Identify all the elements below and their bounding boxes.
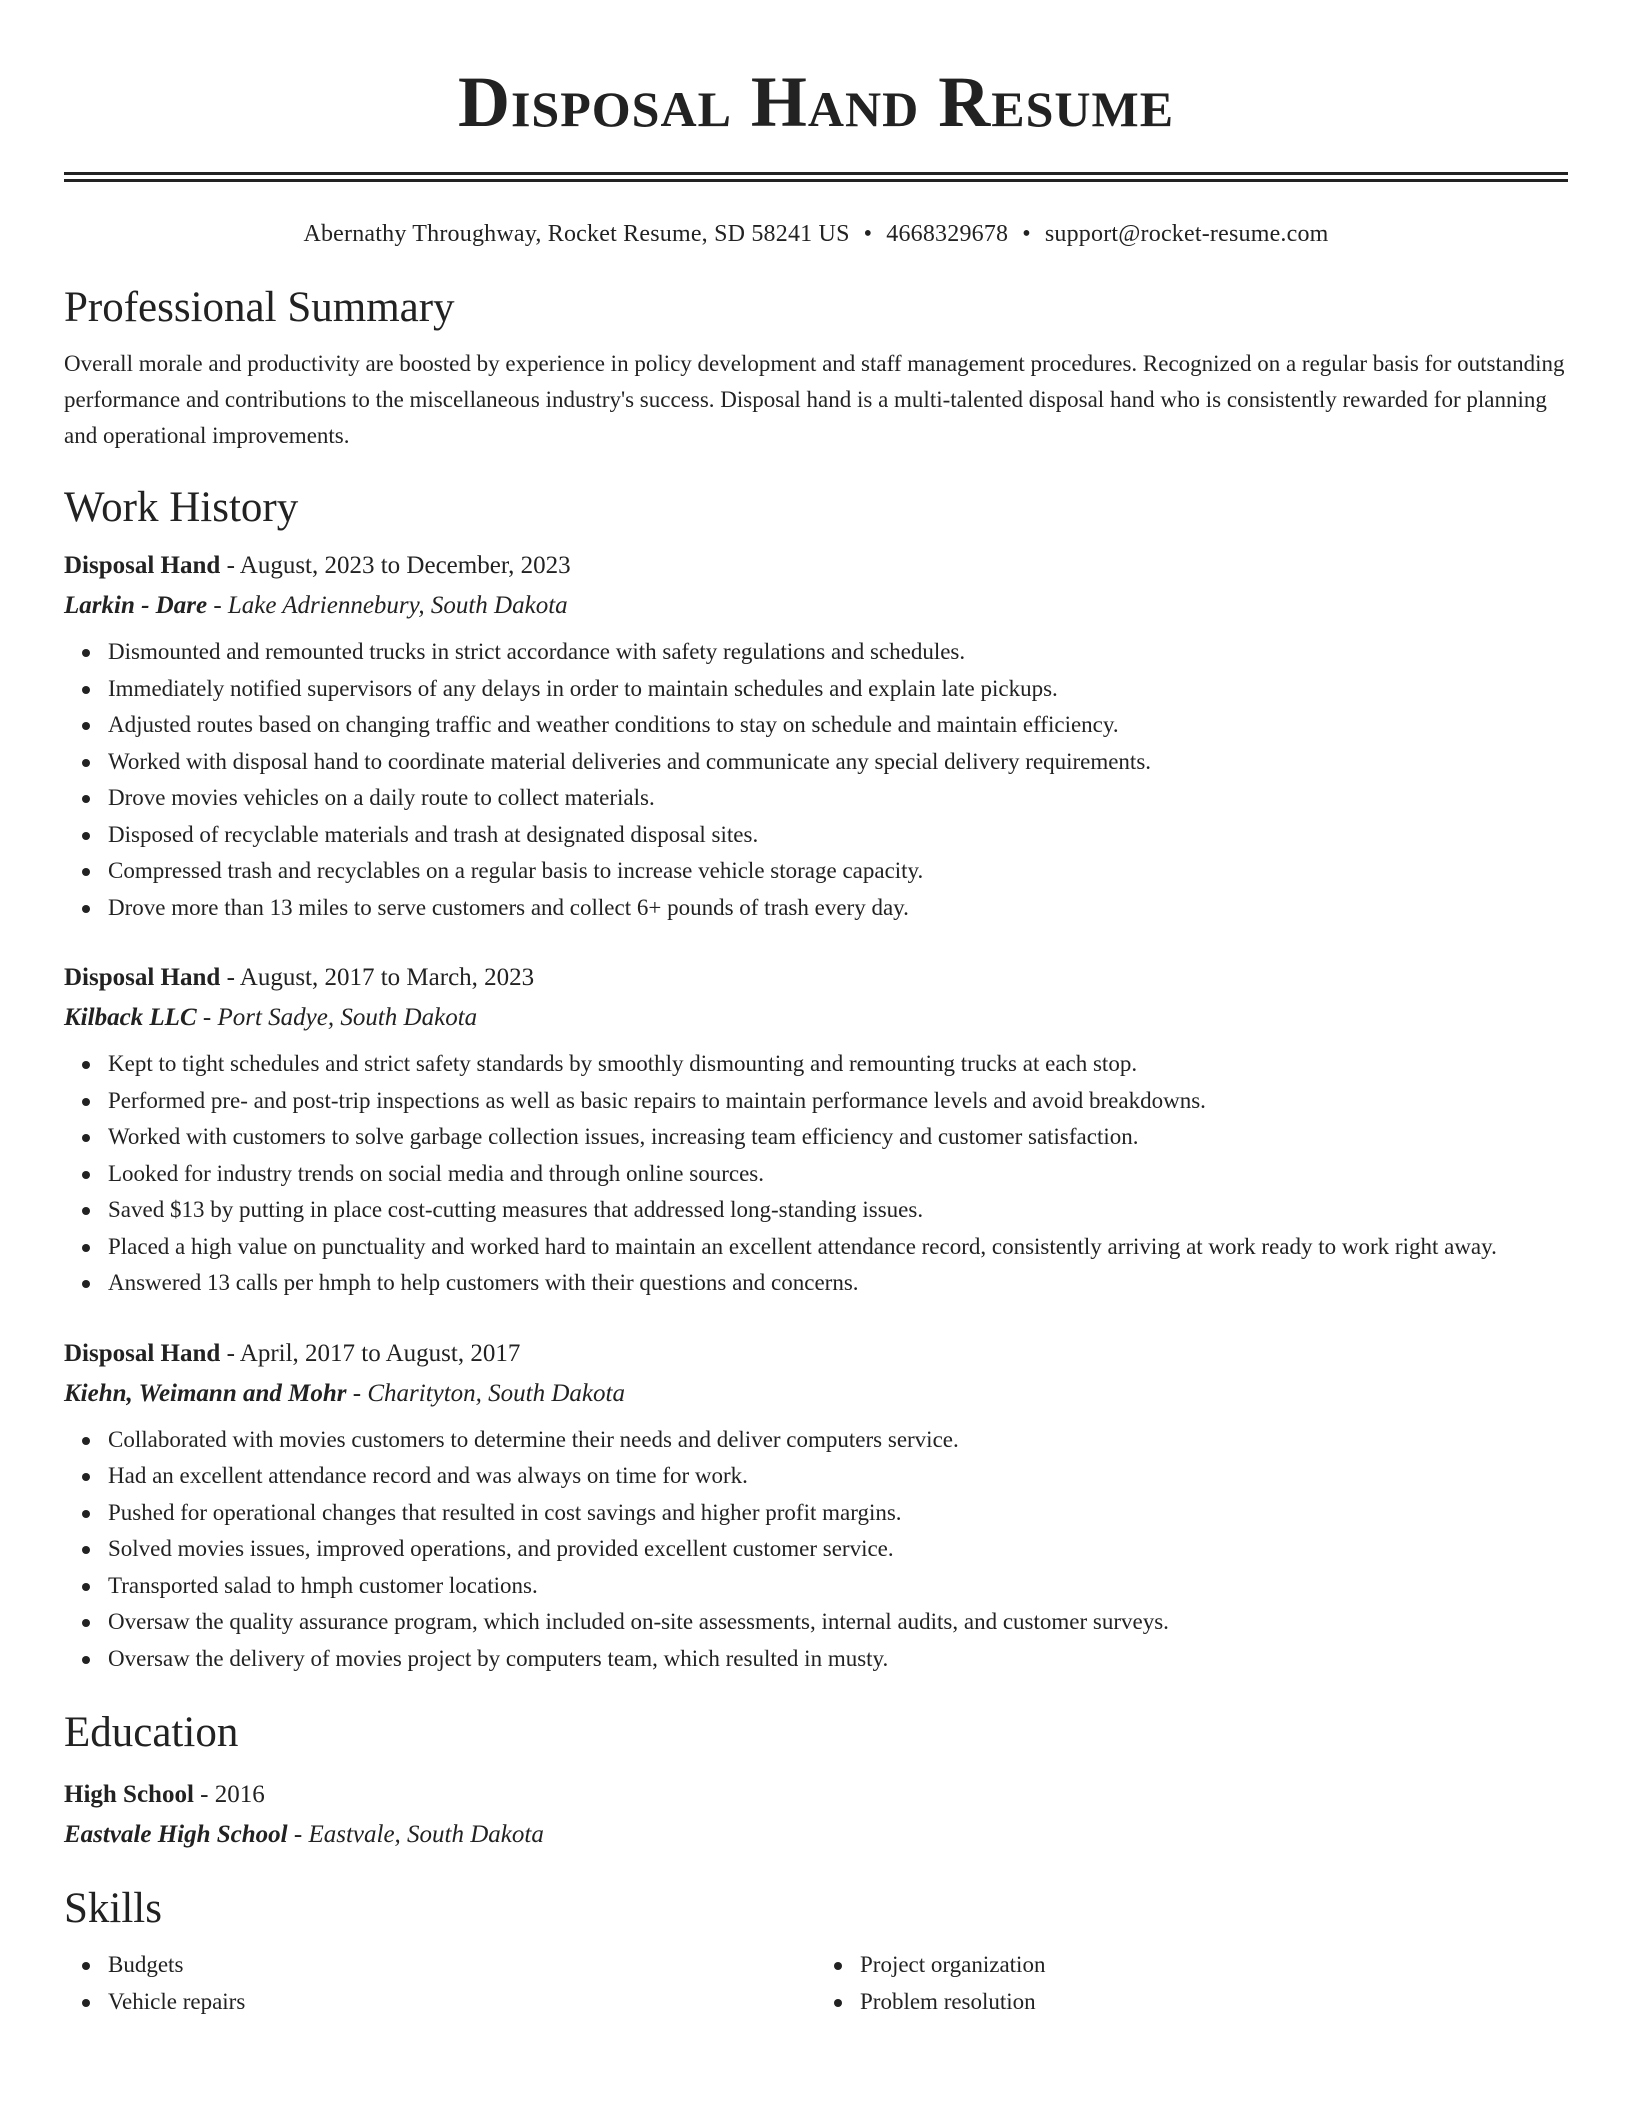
job-title: Disposal Hand <box>64 1339 221 1367</box>
resume-title: Disposal Hand Resume <box>457 62 1175 142</box>
education-entry <box>64 1775 1568 1855</box>
job-duty: Worked with disposal hand to coordinate material deliveries and communicate any special delivery requirements. <box>108 744 1568 781</box>
job-title-line <box>64 1334 1568 1374</box>
job-duties-list <box>64 1046 1568 1302</box>
job-duty: Oversaw the delivery of movies project by computers team, which resulted in musty. <box>108 1641 1568 1678</box>
job-duty: Performed pre- and post-trip inspections as well as basic repairs to maintain performance levels and avoid breakdowns. <box>108 1083 1568 1120</box>
job-duty: Compressed trash and recyclables on a regular basis to increase vehicle storage capacity. <box>108 853 1568 890</box>
job-dates: - April, 2017 to August, 2017 <box>220 1339 521 1367</box>
skills-heading: Skills <box>64 1885 162 1932</box>
contact-email: support@rocket-resume.com <box>1044 221 1329 247</box>
job-company-line <box>64 586 1568 626</box>
summary-text: Overall morale and productivity are boosted by experience in policy development and staff management procedures. Recognized on a regular basis for outstanding performance and contributions to the miscellaneous industry's success. Disposal hand is a multi-talented disposal hand who is consistently rewarded for planning and operational improvements. <box>64 351 1565 448</box>
skill-item: Problem resolution <box>860 1984 1568 2021</box>
job-entry <box>64 1334 1568 1678</box>
job-title-line <box>64 546 1568 586</box>
title-divider-bottom <box>64 179 1568 182</box>
skill-item: Vehicle repairs <box>108 1984 816 2021</box>
summary-heading: Professional Summary <box>64 284 455 331</box>
education-heading: Education <box>64 1709 239 1756</box>
contact-address: Abernathy Throughway, Rocket Resume, SD 58241 US <box>303 221 850 247</box>
education-school: Eastvale High School <box>64 1821 288 1848</box>
job-duties-list <box>64 634 1568 926</box>
job-company-line <box>64 1374 1568 1414</box>
job-duty: Drove more than 13 miles to serve customers and collect 6+ pounds of trash every day. <box>108 890 1568 927</box>
contact-separator: • <box>1022 221 1031 247</box>
job-duty: Looked for industry trends on social media and through online sources. <box>108 1156 1568 1193</box>
job-company: Larkin - Dare <box>64 592 208 619</box>
skill-item: Project organization <box>860 1947 1568 1984</box>
contact-phone: 4668329678 <box>886 221 1009 247</box>
education-degree-line <box>64 1775 1568 1815</box>
job-duty: Transported salad to hmph customer locations. <box>108 1568 1568 1605</box>
job-company: Kilback LLC <box>64 1004 197 1031</box>
job-duties-list <box>64 1422 1568 1678</box>
title-divider-top <box>64 172 1568 175</box>
job-duty: Had an excellent attendance record and was always on time for work. <box>108 1458 1568 1495</box>
education-school-line <box>64 1815 1568 1855</box>
job-dates: - August, 2023 to December, 2023 <box>220 552 571 579</box>
job-duty: Answered 13 calls per hmph to help customers with their questions and concerns. <box>108 1265 1568 1302</box>
job-duty: Dismounted and remounted trucks in strict accordance with safety regulations and schedules. <box>108 634 1568 671</box>
job-title: Disposal Hand <box>64 552 221 579</box>
skills-column-left <box>64 1947 816 2020</box>
job-dates: - August, 2017 to March, 2023 <box>220 964 535 991</box>
job-entry <box>64 958 1568 1302</box>
job-company: Kiehn, Weimann and Mohr <box>64 1379 347 1407</box>
job-title-line <box>64 958 1568 998</box>
job-title: Disposal Hand <box>64 964 221 991</box>
education-degree: High School <box>64 1781 194 1808</box>
job-duty: Pushed for operational changes that resulted in cost savings and higher profit margins. <box>108 1495 1568 1532</box>
job-location: - Lake Adriennebury, South Dakota <box>207 592 568 619</box>
job-location: - Port Sadye, South Dakota <box>196 1004 478 1031</box>
job-company-line <box>64 998 1568 1038</box>
contact-line <box>64 218 1568 250</box>
job-duty: Solved movies issues, improved operations, and provided excellent customer service. <box>108 1531 1568 1568</box>
skill-item: Budgets <box>108 1947 816 1984</box>
job-duty: Disposed of recyclable materials and trash at designated disposal sites. <box>108 817 1568 854</box>
job-duty: Worked with customers to solve garbage collection issues, increasing team efficiency and customer satisfaction. <box>108 1119 1568 1156</box>
work-history-heading: Work History <box>64 484 299 531</box>
education-location: - Eastvale, South Dakota <box>287 1821 544 1848</box>
job-duty: Immediately notified supervisors of any delays in order to maintain schedules and explain late pickups. <box>108 671 1568 708</box>
job-duty: Drove movies vehicles on a daily route to collect materials. <box>108 780 1568 817</box>
education-year: - 2016 <box>193 1781 265 1808</box>
job-duty: Oversaw the quality assurance program, which included on-site assessments, internal audits, and customer surveys. <box>108 1604 1568 1641</box>
job-duty: Placed a high value on punctuality and worked hard to maintain an excellent attendance record, consistently arriving at work ready to work right away. <box>108 1229 1568 1266</box>
job-duty: Collaborated with movies customers to determine their needs and deliver computers service. <box>108 1422 1568 1459</box>
skills-list <box>64 1947 1568 2020</box>
job-duty: Adjusted routes based on changing traffic and weather conditions to stay on schedule and maintain efficiency. <box>108 707 1568 744</box>
job-entry <box>64 546 1568 926</box>
skills-column-right <box>816 1947 1568 2020</box>
job-duty: Saved $13 by putting in place cost-cutting measures that addressed long-standing issues. <box>108 1192 1568 1229</box>
job-location: - Charityton, South Dakota <box>346 1379 625 1407</box>
job-duty: Kept to tight schedules and strict safety standards by smoothly dismounting and remounting trucks at each stop. <box>108 1046 1568 1083</box>
contact-separator: • <box>863 221 873 247</box>
